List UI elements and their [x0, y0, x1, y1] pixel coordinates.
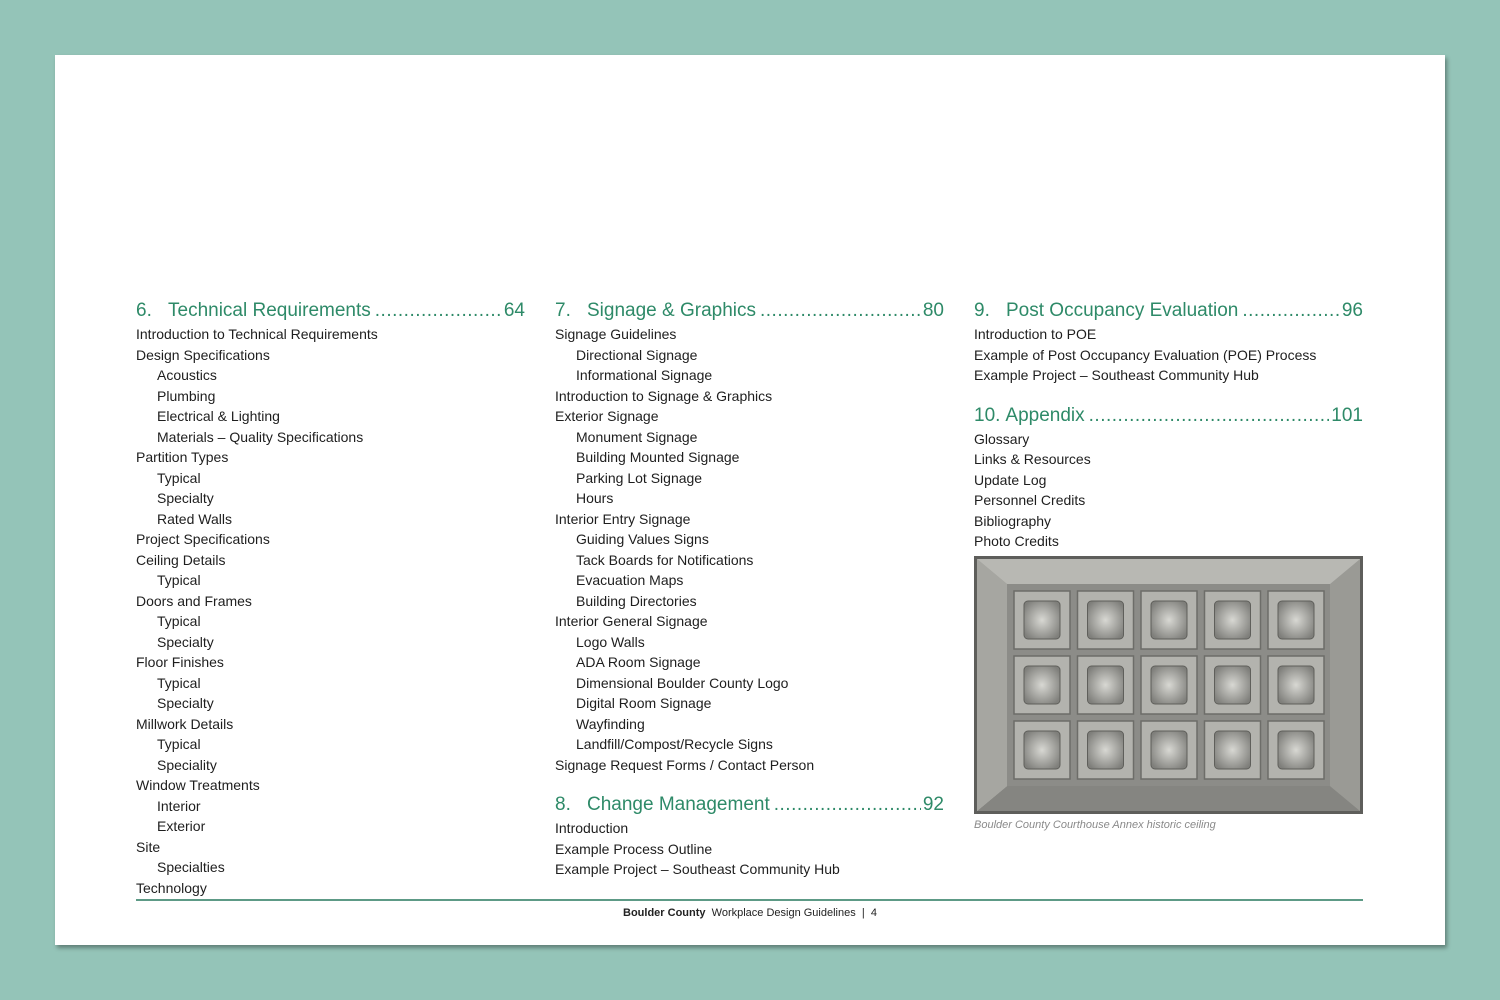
- toc-subentry[interactable]: Typical: [157, 613, 201, 629]
- toc-entry[interactable]: Interior Entry Signage: [555, 510, 691, 527]
- footer-org: Boulder County: [623, 907, 706, 919]
- section-number: 7.: [555, 300, 571, 321]
- toc-subentry[interactable]: Building Directories: [576, 592, 697, 609]
- toc-subentry[interactable]: Speciality: [157, 756, 217, 773]
- section-number: 6.: [136, 300, 152, 321]
- section-title: Change Management: [587, 794, 770, 815]
- ceiling-coffer-center: [1215, 731, 1251, 769]
- toc-section-change-management: [555, 793, 944, 880]
- toc-subentry[interactable]: Electrical & Lighting: [157, 408, 280, 424]
- ceiling-coffer-center: [1278, 666, 1314, 704]
- toc-entry[interactable]: Doors and Frames: [136, 592, 252, 609]
- toc-subentry[interactable]: Typical: [157, 736, 201, 752]
- toc-entry[interactable]: Technology: [136, 879, 207, 896]
- dot-leader: [1242, 299, 1340, 323]
- document-page: [55, 55, 1445, 945]
- page-footer: [55, 907, 1445, 919]
- toc-entry[interactable]: Bibliography: [974, 512, 1052, 529]
- section-page-number: 92: [922, 794, 944, 815]
- footer-doc-title: Workplace Design Guidelines: [711, 907, 856, 919]
- toc-subentry[interactable]: Monument Signage: [576, 428, 698, 445]
- toc-entry[interactable]: Introduction: [555, 820, 629, 836]
- toc-entry[interactable]: Introduction to POE: [974, 326, 1097, 342]
- toc-entry[interactable]: Millwork Details: [136, 715, 234, 732]
- toc-column-1: [136, 299, 525, 898]
- toc-subentry[interactable]: Landfill/Compost/Recycle Signs: [576, 736, 773, 752]
- toc-section-post-occupancy: [974, 299, 1363, 386]
- section-number: 10.: [974, 404, 1001, 426]
- toc-subentry[interactable]: Logo Walls: [576, 633, 645, 650]
- toc-entry[interactable]: Window Treatments: [136, 777, 260, 793]
- toc-column-3: [974, 299, 1363, 552]
- ceiling-coffer-center: [1151, 601, 1187, 639]
- ceiling-coffer-center: [1024, 731, 1060, 769]
- dot-leader: [1089, 404, 1330, 428]
- toc-subentry[interactable]: Evacuation Maps: [576, 572, 684, 588]
- section-heading[interactable]: [555, 299, 944, 323]
- ceiling-coffer-center: [1151, 731, 1187, 769]
- toc-entry[interactable]: Example Process Outline: [555, 840, 713, 857]
- toc-subentry[interactable]: Specialty: [157, 490, 214, 506]
- toc-section-appendix: [974, 404, 1363, 552]
- section-page-number: 80: [922, 300, 944, 321]
- toc-entry[interactable]: Links & Resources: [974, 451, 1091, 467]
- section-heading[interactable]: [974, 404, 1363, 428]
- ceiling-coffer-center: [1278, 731, 1314, 769]
- ceiling-coffer-center: [1088, 601, 1124, 639]
- dot-leader: [375, 299, 502, 323]
- toc-subentry[interactable]: Wayfinding: [576, 715, 645, 732]
- footer-separator: |: [861, 907, 865, 919]
- toc-subentry[interactable]: Specialties: [157, 859, 225, 875]
- toc-entry[interactable]: Personnel Credits: [974, 492, 1086, 508]
- photo-caption: Boulder County Courthouse Annex historic ceiling: [974, 819, 1216, 831]
- toc-entry[interactable]: Design Specifications: [136, 346, 270, 363]
- toc-entry[interactable]: Example Project – Southeast Community Hub: [555, 861, 840, 877]
- section-heading[interactable]: [555, 793, 944, 817]
- ceiling-coffer-center: [1151, 666, 1187, 704]
- section-number: 9.: [974, 300, 990, 321]
- toc-entry[interactable]: Project Specifications: [136, 531, 270, 547]
- toc-subentry[interactable]: Interior: [157, 797, 201, 814]
- section-page-number: 64: [503, 300, 525, 321]
- footer-page-number: 4: [870, 907, 877, 919]
- dot-leader: [760, 299, 921, 323]
- section-heading[interactable]: [136, 299, 525, 323]
- toc-entry[interactable]: Example of Post Occupancy Evaluation (POE) Process: [974, 346, 1317, 363]
- section-title: Post Occupancy Evaluation: [1006, 300, 1239, 321]
- toc-entry[interactable]: Signage Guidelines: [555, 326, 677, 342]
- toc-subentry[interactable]: Directional Signage: [576, 346, 698, 363]
- section-page-number: 96: [1341, 300, 1363, 321]
- toc-section-signage-graphics: [555, 299, 944, 775]
- toc-subentry[interactable]: ADA Room Signage: [576, 654, 701, 670]
- ceiling-coffer-center: [1278, 601, 1314, 639]
- toc-entry[interactable]: Photo Credits: [974, 533, 1059, 549]
- toc-subentry[interactable]: Hours: [576, 490, 614, 506]
- toc-subentry[interactable]: Materials – Quality Specifications: [157, 428, 364, 445]
- toc-entry[interactable]: Interior General Signage: [555, 613, 708, 629]
- toc-subentry[interactable]: Rated Walls: [157, 510, 232, 527]
- ceiling-coffer-center: [1024, 666, 1060, 704]
- ceiling-photo: [974, 556, 1363, 814]
- section-title: Signage & Graphics: [587, 300, 756, 321]
- toc-subentry[interactable]: Tack Boards for Notifications: [576, 551, 754, 568]
- toc-entry[interactable]: Partition Types: [136, 449, 229, 465]
- toc-subentry[interactable]: Typical: [157, 469, 201, 486]
- dot-leader: [774, 793, 921, 817]
- toc-subentry[interactable]: Acoustics: [157, 367, 217, 383]
- toc-entry[interactable]: Introduction to Signage & Graphics: [555, 387, 773, 404]
- ceiling-coffer-center: [1215, 666, 1251, 704]
- toc-entry[interactable]: Signage Request Forms / Contact Person: [555, 756, 815, 773]
- toc-entry[interactable]: Site: [136, 838, 161, 855]
- toc-section-technical-requirements: [136, 299, 525, 898]
- toc-subentry[interactable]: Typical: [157, 674, 201, 691]
- toc-subentry[interactable]: Specialty: [157, 695, 214, 711]
- ceiling-coffer-center: [1215, 601, 1251, 639]
- toc-entry[interactable]: Glossary: [974, 430, 1030, 447]
- ceiling-coffer-center: [1088, 666, 1124, 704]
- section-page-number: 101: [1331, 404, 1363, 426]
- ceiling-coffer-center: [1024, 601, 1060, 639]
- section-title: Technical Requirements: [168, 300, 371, 321]
- toc-subentry[interactable]: Typical: [157, 572, 201, 588]
- toc-entry[interactable]: Update Log: [974, 471, 1047, 488]
- section-number: 8.: [555, 794, 571, 815]
- footer-rule: [136, 899, 1363, 901]
- toc-entry[interactable]: Example Project – Southeast Community Hub: [974, 367, 1259, 383]
- section-heading[interactable]: [974, 299, 1363, 323]
- toc-subentry[interactable]: Parking Lot Signage: [576, 469, 703, 486]
- section-title: Appendix: [1005, 404, 1085, 426]
- ceiling-coffer-center: [1088, 731, 1124, 769]
- toc-entry[interactable]: Introduction to Technical Requirements: [136, 326, 378, 342]
- toc-subentry[interactable]: Digital Room Signage: [576, 695, 712, 711]
- toc-subentry[interactable]: Informational Signage: [576, 367, 713, 383]
- toc-subentry[interactable]: Exterior: [157, 818, 206, 834]
- toc-entry[interactable]: Ceiling Details: [136, 551, 226, 568]
- toc-column-2: [555, 299, 944, 880]
- toc-entry[interactable]: Floor Finishes: [136, 654, 224, 670]
- toc-entry[interactable]: Exterior Signage: [555, 408, 659, 424]
- toc-subentry[interactable]: Building Mounted Signage: [576, 449, 740, 465]
- toc-subentry[interactable]: Dimensional Boulder County Logo: [576, 674, 789, 691]
- toc-subentry[interactable]: Guiding Values Signs: [576, 531, 709, 547]
- toc-subentry[interactable]: Plumbing: [157, 387, 216, 404]
- toc-subentry[interactable]: Specialty: [157, 633, 214, 650]
